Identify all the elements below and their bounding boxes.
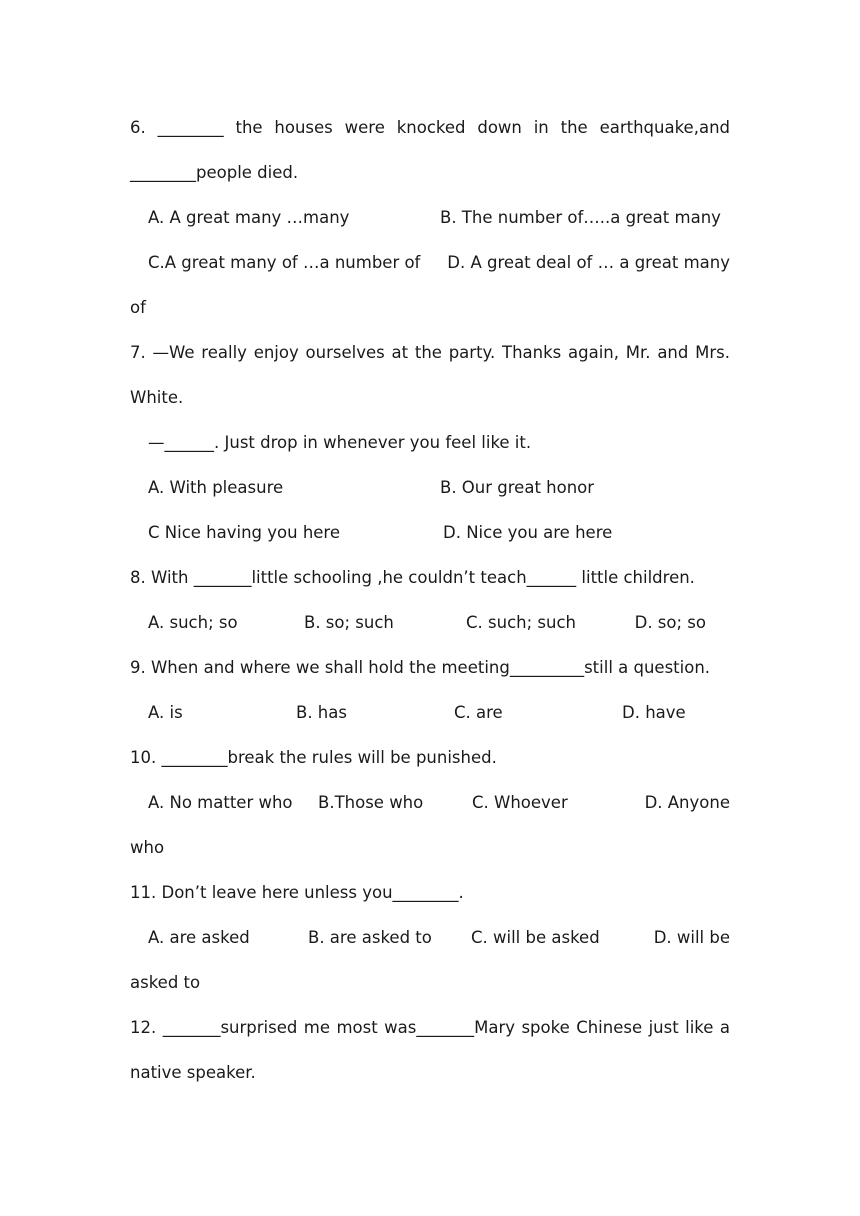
q8-options [148,608,730,638]
q10-option-d-wrap: who [130,838,165,857]
q7-option-a: A. With pleasure [148,478,284,497]
q7-stem-line-2: White. [130,388,184,407]
q11-option-d: D. will be [653,928,730,947]
q6-option-a: A. A great many …many [148,208,350,227]
q10-option-a: A. No matter who [148,793,293,812]
q10-options [148,788,730,818]
q9-option-a: A. is [148,703,183,722]
q9-option-c: C. are [454,703,503,722]
q12-stem-line-2: native speaker. [130,1063,256,1082]
q10-option-d: D. Anyone [644,793,730,812]
q11-stem: 11. Don’t leave here unless you________. [130,883,464,902]
q8-option-a: A. such; so [148,613,238,632]
q11-option-d-wrap: asked to [130,973,201,992]
q6-options-row-1 [148,203,730,233]
q11-option-c: C. will be asked [471,928,600,947]
q6-options-row-2 [148,248,730,278]
q7-options-row-2 [148,518,730,548]
q7-reply: —______. Just drop in whenever you feel like it. [148,433,532,452]
q9-option-d: D. have [622,703,686,722]
q10-option-c: C. Whoever [472,793,568,812]
q6-option-b: B. The number of…..a great many [440,208,721,227]
q7-options-row-1 [148,473,730,503]
q10-stem: 10. ________break the rules will be punished. [130,748,497,767]
q6-option-c: C.A great many of …a number of [148,253,421,272]
q9-options [148,698,730,728]
q7-option-b: B. Our great honor [440,478,595,497]
q7-option-d: D. Nice you are here [443,523,613,542]
q8-option-c: C. such; such [466,613,576,632]
q11-options [148,923,730,953]
q9-stem: 9. When and where we shall hold the meeting_________still a question. [130,658,711,677]
q8-option-d: D. so; so [634,613,706,632]
q11-option-a: A. are asked [148,928,250,947]
q11-option-b: B. are asked to [308,928,432,947]
q7-stem-line-1: 7. —We really enjoy ourselves at the party. Thanks again, Mr. and Mrs. [130,343,730,362]
q6-option-d: D. A great deal of … a great many [447,253,730,272]
q8-stem: 8. With _______little schooling ,he couldn’t teach______ little children. [130,568,695,587]
q12-stem-line-1: 12. _______surprised me most was_______Mary spoke Chinese just like a [130,1018,730,1037]
q6-stem-line-1: 6. ________ the houses were knocked down in the earthquake,and [130,118,730,137]
q9-option-b: B. has [296,703,347,722]
q8-option-b: B. so; such [304,613,394,632]
q7-option-c: C Nice having you here [148,523,340,542]
q6-stem-line-2: ________people died. [130,163,299,182]
q6-option-d-wrap: of [130,298,146,317]
q10-option-b: B.Those who [318,793,424,812]
